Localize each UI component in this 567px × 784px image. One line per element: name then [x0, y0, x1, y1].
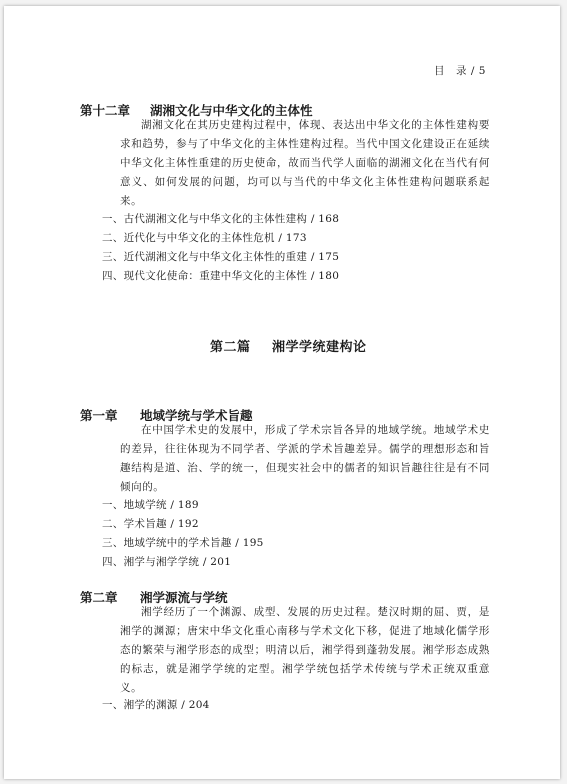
toc-entry[interactable]: 一、古代湖湘文化与中华文化的主体性建构 / 168 [102, 213, 340, 225]
part-2-title: 湘学学统建构论 [272, 340, 367, 355]
toc-entry[interactable]: 四、湘学与湘学学统 / 201 [102, 556, 232, 568]
toc-entry[interactable]: 三、近代湖湘文化与中华文化主体性的重建 / 175 [102, 251, 340, 263]
toc-entry[interactable]: 二、学术旨趣 / 192 [102, 518, 199, 530]
chapter-1-number: 第一章 [80, 408, 118, 423]
chapter-1-summary [120, 421, 490, 497]
chapter-12-title: 湖湘文化与中华文化的主体性 [150, 103, 313, 118]
toc-entry[interactable]: 一、湘学的渊源 / 204 [102, 699, 210, 711]
toc-entry[interactable]: 三、地域学统中的学术旨趣 / 195 [102, 537, 264, 549]
chapter-12-number: 第十二章 [80, 103, 131, 118]
chapter-1-summary-text: 在中国学术史的发展中，形成了学术宗旨各异的地域学统。地域学术史的差异，往往体现为不同学者、学派的学术旨趣差异。儒学的理想形态和旨趣结构是道、治、学的统一，但现实社会中的儒者的知识旨趣往往是有不同倾向的。 [120, 424, 490, 493]
chapter-2-number: 第二章 [80, 590, 118, 605]
chapter-12-summary-text: 湖湘文化在其历史建构过程中，体现、表达出中华文化的主体性建构要求和趋势，参与了中华文化的主体性建构过程。当代中国文化建设正在延续中华文化主体性重建的历史使命，故而当代学人面临的湖湘文化在当代有何意义、如何发展的问题，均可以与当代的中华文化主体性建构问题联系起来。 [120, 119, 490, 207]
part-2-number: 第二篇 [210, 340, 251, 355]
chapter-1-title: 地域学统与学术旨趣 [140, 408, 253, 423]
chapter-12-summary [120, 116, 490, 211]
running-header: 目 录 / 5 [434, 65, 486, 77]
book-page [4, 6, 560, 779]
chapter-2-title: 湘学源流与学统 [140, 590, 228, 605]
chapter-2-summary [120, 603, 490, 698]
toc-entry[interactable]: 一、地域学统 / 189 [102, 499, 199, 511]
toc-entry[interactable]: 二、近代化与中华文化的主体性危机 / 173 [102, 232, 307, 244]
chapter-2-summary-text: 湘学经历了一个渊源、成型、发展的历史过程。楚汉时期的屈、贾，是湘学的渊源；唐宋中华文化重心南移与学术文化下移，促进了地域化儒学形态的繁荣与湘学形态的成型；明清以后，湘学得到蓬勃发展。湘学形态成熟的标志，就是湘学学统的定型。湘学学统包括学术传统与学术正统双重意义。 [120, 606, 490, 694]
toc-entry[interactable]: 四、现代文化使命：重建中华文化的主体性 / 180 [102, 270, 340, 282]
